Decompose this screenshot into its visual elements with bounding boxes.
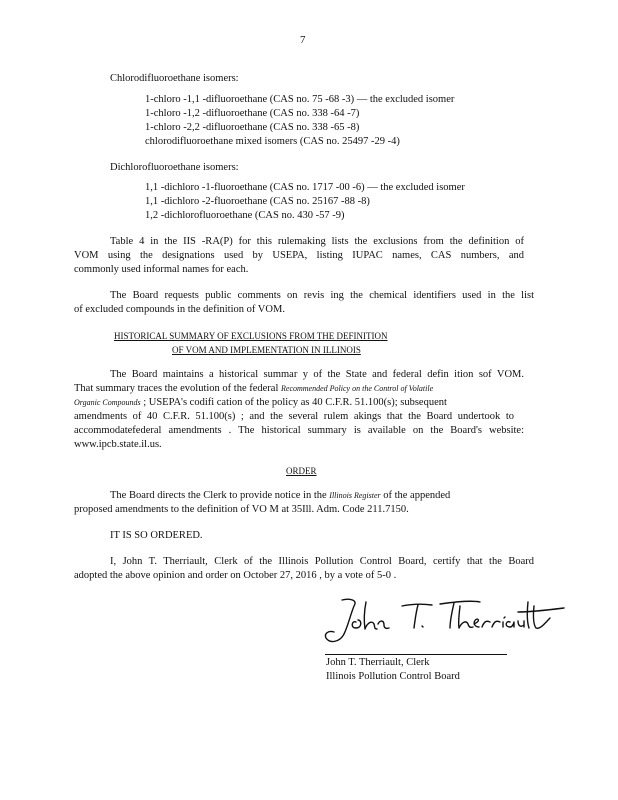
list-item: 1-chloro -1,1 -difluoroethane (CAS no. 75 -68 -3) — the excluded isomer (145, 94, 455, 105)
register-italic: Illinois Register (329, 491, 381, 500)
paragraph-line: accommodatefederal amendments . The historical summary is available on the Board's website: (74, 425, 524, 436)
paragraph-text: ; USEPA's codifi cation of the policy as 40 C.F.R. 51.100(s); subsequent (143, 397, 447, 408)
paragraph-line: commonly used informal names for each. (74, 264, 249, 275)
section-heading-line1: HISTORICAL SUMMARY OF EXCLUSIONS FROM THE DEFINITION (114, 331, 388, 341)
paragraph-text: The Board directs the Clerk to provide notice in the (110, 490, 327, 501)
list-item: 1-chloro -1,2 -difluoroethane (CAS no. 338 -64 -7) (145, 108, 360, 119)
website-link[interactable]: www.ipcb.state.il.us. (74, 439, 162, 450)
list-item: 1,1 -dichloro -1-fluoroethane (CAS no. 1717 -00 -6) — the excluded isomer (145, 182, 465, 193)
signer-name: John T. Therriault, Clerk (326, 657, 430, 668)
policy-title-italic: Recommended Policy on the Control of Volatile (281, 384, 434, 393)
signer-title: Illinois Pollution Control Board (326, 671, 460, 682)
paragraph-line: amendments of 40 C.F.R. 51.100(s) ; and the several rulem akings that the Board undertook to (74, 411, 514, 422)
list-item: 1-chloro -2,2 -difluoroethane (CAS no. 338 -65 -8) (145, 122, 360, 133)
page-number: 7 (300, 34, 306, 46)
policy-title-italic: Organic Compounds (74, 398, 141, 407)
paragraph-line: The Board requests public comments on revis ing the chemical identifiers used in the list (110, 290, 534, 301)
paragraph-line: VOM using the designations used by USEPA, listing IUPAC names, CAS numbers, and (74, 250, 524, 261)
chlorodifluoroethane-heading: Chlorodifluoroethane isomers: (110, 73, 239, 84)
signature-line (325, 654, 507, 655)
section-heading-line2: OF VOM AND IMPLEMENTATION IN ILLINOIS (172, 345, 361, 355)
paragraph-line (74, 396, 447, 410)
paragraph-line: The Board maintains a historical summar y of the State and federal defin ition sof VOM. (110, 369, 524, 380)
paragraph-text: of the appended (383, 490, 451, 501)
paragraph-line: of excluded compounds in the definition of VOM. (74, 304, 285, 315)
handwritten-signature (320, 592, 565, 648)
order-heading: ORDER (286, 466, 317, 476)
so-ordered: IT IS SO ORDERED. (110, 530, 203, 541)
paragraph-line (74, 382, 433, 396)
paragraph-line: proposed amendments to the definition of VO M at 35Ill. Adm. Code 211.7150. (74, 504, 409, 515)
paragraph-line: Table 4 in the IIS -RA(P) for this rulemaking lists the exclusions from the definition of (110, 236, 524, 247)
list-item: chlorodifluoroethane mixed isomers (CAS no. 25497 -29 -4) (145, 136, 400, 147)
paragraph-text: That summary traces the evolution of the federal (74, 383, 279, 394)
paragraph-line: I, John T. Therriault, Clerk of the Illinois Pollution Control Board, certify that the Board (110, 556, 534, 567)
list-item: 1,2 -dichlorofluoroethane (CAS no. 430 -57 -9) (145, 210, 345, 221)
paragraph-line (110, 489, 450, 503)
dichlorofluoroethane-heading: Dichlorofluoroethane isomers: (110, 162, 239, 173)
list-item: 1,1 -dichloro -2-fluoroethane (CAS no. 25167 -88 -8) (145, 196, 370, 207)
paragraph-line: adopted the above opinion and order on October 27, 2016 , by a vote of 5-0 . (74, 570, 397, 581)
